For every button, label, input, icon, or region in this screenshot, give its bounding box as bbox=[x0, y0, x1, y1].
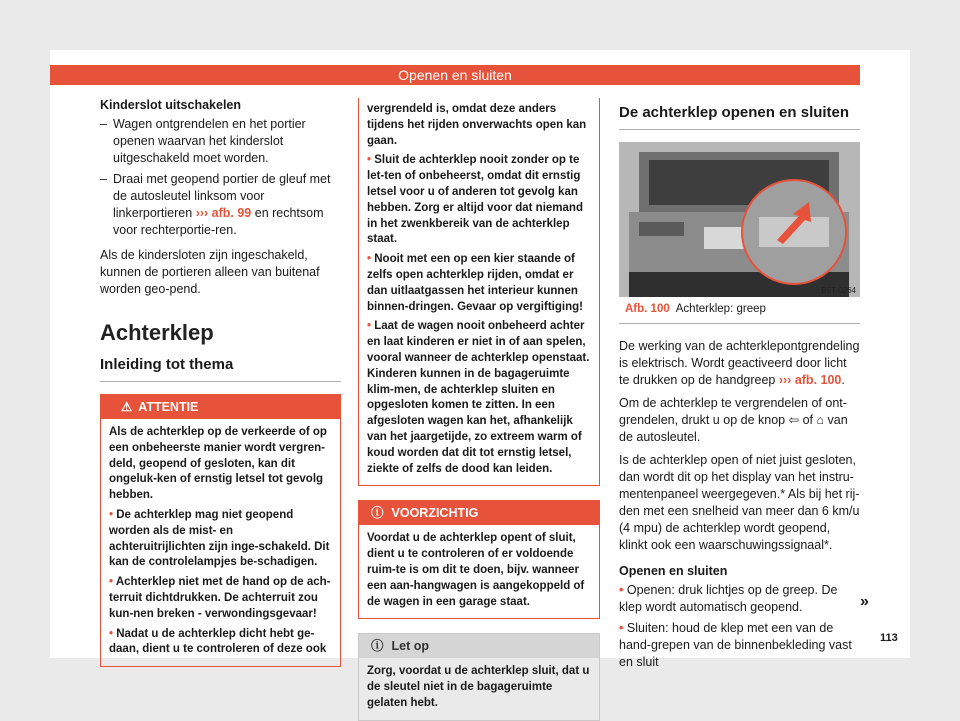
dash-item: – Draai met geopend portier de gleuf met de autosleutel linksom voor linkerportieren ››› afb. 99 en rechtsom voor rechterportie-ren. bbox=[100, 172, 331, 237]
page-number: 113 bbox=[880, 632, 898, 644]
column-left bbox=[100, 98, 341, 667]
paragraph: Is de achterklep open of niet juist gesloten, dan wordt dit op het display van het instru-mentenpaneel weergegeven.* Als bij het rij-den met een snelheid van meer dan 6 km/u (4 mpu) de achterklep wordt geopend, klinkt ook een waarschuwingssignaal*. bbox=[619, 453, 860, 552]
figure-image bbox=[619, 142, 860, 297]
paragraph: Als de kindersloten zijn ingeschakeld, kunnen de portieren alleen van buitenaf worden geo-pend. bbox=[100, 248, 320, 296]
bullet-item: • Sluit de achterklep nooit zonder op te let-ten of onbeheerst, omdat dit ernstig letsel voor u of anderen tot gevolg kan hebben. Zorg er altijd voor dat niemand in het zwenkbereik van de achterklep staat. bbox=[367, 154, 583, 246]
figure-link[interactable]: ››› afb. 99 bbox=[195, 206, 252, 220]
column-middle bbox=[358, 98, 600, 721]
paragraph: De werking van de achterklepontgrendeling is elektrisch. Wordt geactiveerd door licht te drukken op de handgreep ››› afb. 100. bbox=[619, 339, 860, 387]
column-right bbox=[619, 98, 860, 671]
figure-caption: Afb. 100 Achterklep: greep bbox=[619, 297, 860, 324]
figure-link[interactable]: ››› afb. 100 bbox=[778, 373, 842, 387]
bullet-item: • Nooit met een op een kier staande of zelfs open achterklep rijden, omdat er dan uitlaatgassen het interieur kunnen binnen-dringen. Gevaar op vergiftiging! bbox=[367, 253, 583, 313]
section-title: De achterklep openen en sluiten bbox=[619, 98, 860, 130]
section-title: Achterklep bbox=[100, 320, 214, 345]
lock-icon: ⌂ bbox=[816, 413, 825, 427]
info-circle-icon: ⓘ bbox=[371, 506, 384, 521]
image-code: B5T-0264 bbox=[821, 286, 856, 295]
attention-header: ⚠ ATTENTIE bbox=[101, 395, 340, 419]
bullet-item: • Nadat u de achterklep dicht hebt ge-daan, dient u te controleren of deze ook bbox=[109, 627, 327, 656]
bullet-item: • De achterklep mag niet geopend worden als de mist- en achteruitrijlichten zijn inge-schakeld. Dit kan de controlelampjes be-schadigen. bbox=[109, 508, 330, 569]
note-text: Zorg, voordat u de achterklep sluit, dat u de sleutel niet in de bagageruimte gelaten hebt. bbox=[367, 665, 590, 709]
continue-arrow: » bbox=[860, 593, 869, 610]
caution-text: Voordat u de achterklep opent of sluit, dient u te controleren of er voldoende ruim-te is om dit te doen, bijv. wanneer een aan-hangwagen is aangekoppeld of de wagen in een garage staat. bbox=[367, 532, 585, 608]
note-header: ⓘ Let op bbox=[359, 634, 599, 658]
attention-continued: vergrendeld is, omdat deze anders tijdens het rijden onverwachts open kan gaan. bbox=[367, 103, 587, 147]
subheading-kinderslot: Kinderslot uitschakelen bbox=[100, 98, 242, 112]
attention-intro: Als de achterklep op de verkeerde of op een onbeheerste manier wordt vergren-deld, geopend of gesloten, kan dit ongeluk-ken of ernstig letsel tot gevolg hebben. bbox=[109, 426, 327, 502]
caution-box bbox=[358, 500, 600, 619]
bullet-item: • Laat de wagen nooit onbeheerd achter en laat kinderen er niet in of aan spelen, vooral wanneer de achterklep openstaat. Kinderen kunnen in de bagageruimte klim-men, de achterklep sluiten en opgesloten komen te zitten. In een afgesloten wagen kan het, afhankelijk van het jaargetijde, zo extreem warm of koud worden dat dit tot ernstig letsel, ziekte of zelfs de dood kan leiden. bbox=[367, 320, 590, 475]
dash-item: – Wagen ontgrendelen en het portier openen waarvan het kinderslot uitgeschakeld moet worden. bbox=[100, 117, 306, 165]
bullet-item: • Achterklep niet met de hand op de ach-terruit dichtdrukken. De achterruit zou kun-nen breken - verwondingsgevaar! bbox=[109, 576, 331, 620]
chapter-header: Openen en sluiten bbox=[50, 65, 860, 85]
paragraph: Om de achterklep te vergrendelen of ont-grendelen, drukt u op de knop ⇦ of ⌂ van de autosleutel. bbox=[619, 396, 848, 444]
warning-icon: ⚠ bbox=[121, 400, 133, 414]
subheading-openen: Openen en sluiten bbox=[619, 564, 728, 578]
attention-box bbox=[100, 394, 341, 667]
attention-box-continued bbox=[358, 98, 600, 486]
bullet-item: • Sluiten: houd de klep met een van de hand-grepen van de binnenbekleding vast en sluit bbox=[619, 621, 852, 669]
bullet-item: • Openen: druk lichtjes op de greep. De klep wordt automatisch geopend. bbox=[619, 583, 838, 614]
unlock-car-icon: ⇦ bbox=[788, 413, 800, 427]
intro-title: Inleiding tot thema bbox=[100, 356, 341, 382]
note-icon: ⓘ bbox=[371, 639, 384, 654]
caution-header: ⓘ VOORZICHTIG bbox=[359, 501, 599, 525]
car-rear-illustration bbox=[619, 142, 860, 297]
